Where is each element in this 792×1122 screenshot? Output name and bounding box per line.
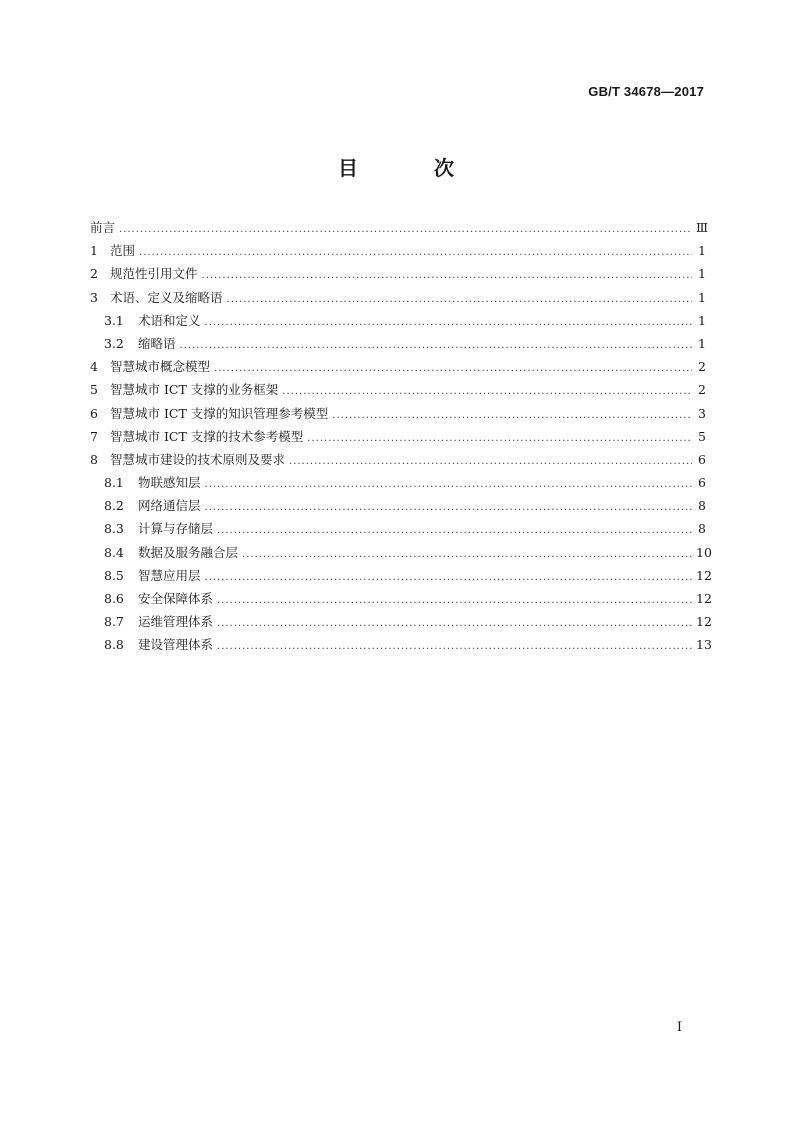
- dot-leader: [205, 502, 692, 513]
- toc-entry-number: 8.3: [104, 521, 124, 537]
- dot-leader: [242, 549, 692, 560]
- toc-entry[interactable]: [90, 241, 706, 264]
- toc-entry-label: 数据及服务融合层: [138, 544, 239, 560]
- toc-entry-number: 3: [90, 289, 98, 305]
- toc-entry[interactable]: [90, 380, 706, 403]
- toc-entry[interactable]: [90, 635, 712, 658]
- toc-entry-number: 3.2: [104, 335, 124, 351]
- toc-entry-page: 13: [696, 637, 712, 653]
- toc-entry-page: 8: [698, 521, 706, 537]
- toc-entry-number: 4: [90, 359, 98, 375]
- toc-entry-label: 规范性引用文件: [110, 266, 198, 282]
- toc-entry-number: 8.5: [104, 567, 124, 583]
- toc-entry[interactable]: [90, 496, 706, 519]
- toc-entry-number: 8.4: [104, 544, 124, 560]
- toc-entry-label: 智慧应用层: [138, 567, 201, 583]
- toc-entry[interactable]: [90, 218, 709, 241]
- dot-leader: [180, 340, 692, 351]
- toc-entry-label: 术语和定义: [138, 312, 201, 328]
- toc-entry-label: 建设管理体系: [138, 637, 214, 653]
- toc-entry-label: 智慧城市建设的技术原则及要求: [110, 451, 286, 467]
- toc-entry-label: 智慧城市 ICT 支撑的业务框架: [110, 382, 279, 398]
- toc-entry-page: 12: [696, 614, 712, 630]
- toc-entry-page: 10: [696, 544, 712, 560]
- toc-entry-number: 8.2: [104, 498, 124, 514]
- toc-entry-number: 8.7: [104, 614, 124, 630]
- dot-leader: [217, 525, 692, 536]
- toc-entry-label: 智慧城市概念模型: [110, 359, 211, 375]
- dot-leader: [289, 456, 692, 467]
- toc-entry[interactable]: [90, 334, 706, 357]
- toc-entry[interactable]: [90, 404, 706, 427]
- dot-leader: [217, 641, 692, 652]
- toc-entry[interactable]: [90, 589, 712, 612]
- dot-leader: [202, 270, 692, 281]
- toc-entry-number: 7: [90, 428, 98, 444]
- toc-entry[interactable]: [90, 311, 706, 334]
- toc-entry-label: 网络通信层: [138, 498, 201, 514]
- toc-entry[interactable]: [90, 519, 706, 542]
- toc-entry-label: 前言: [90, 220, 116, 235]
- toc-entry-label: 范围: [110, 243, 136, 259]
- toc-entry-label: 缩略语: [138, 335, 176, 351]
- toc-entry-page: 3: [698, 405, 706, 421]
- toc-entry-page: 12: [696, 591, 712, 606]
- toc-entry-number: 8.6: [104, 591, 124, 606]
- toc-entry-number: 8: [90, 451, 98, 467]
- page-title: 目 次: [338, 156, 482, 180]
- toc-entry-page: 1: [698, 266, 706, 282]
- toc-entry-number: 8.8: [104, 637, 124, 653]
- dot-leader: [227, 294, 692, 305]
- dot-leader: [214, 363, 692, 374]
- toc-entry-label: 物联感知层: [138, 475, 201, 491]
- toc-entry[interactable]: [90, 612, 712, 635]
- toc-entry-page: 12: [696, 567, 712, 583]
- toc-entry-page: 1: [698, 335, 706, 351]
- toc-entry[interactable]: [90, 450, 706, 473]
- toc-entry-label: 智慧城市 ICT 支撑的知识管理参考模型: [110, 405, 329, 421]
- toc-entry-page: Ⅲ: [696, 220, 709, 235]
- toc-entry-page: 1: [698, 289, 706, 305]
- toc-entry[interactable]: [90, 473, 706, 496]
- dot-leader: [139, 247, 692, 258]
- toc-entry-page: 5: [698, 428, 706, 444]
- toc-entry-page: 2: [698, 382, 706, 398]
- dot-leader: [205, 479, 692, 490]
- toc-entry[interactable]: [90, 264, 706, 287]
- dot-leader: [205, 572, 692, 583]
- toc-entry-label: 计算与存储层: [138, 521, 214, 537]
- dot-leader: [205, 317, 692, 328]
- dot-leader: [217, 618, 692, 629]
- dot-leader: [282, 386, 692, 397]
- toc-entry-label: 安全保障体系: [138, 591, 214, 606]
- toc-entry-number: 2: [90, 266, 98, 282]
- table-of-contents: [90, 218, 712, 659]
- toc-entry-number: 1: [90, 243, 98, 259]
- dot-leader: [307, 433, 692, 444]
- toc-entry[interactable]: [90, 427, 706, 450]
- toc-entry[interactable]: [90, 543, 712, 566]
- dot-leader: [217, 595, 692, 606]
- toc-entry-page: 1: [698, 243, 706, 259]
- toc-entry-label: 运维管理体系: [138, 614, 214, 630]
- standard-number: GB/T 34678—2017: [588, 84, 704, 99]
- toc-entry[interactable]: [90, 288, 706, 311]
- dot-leader: [119, 224, 692, 235]
- toc-entry-number: 6: [90, 405, 98, 421]
- toc-entry-label: 智慧城市 ICT 支撑的技术参考模型: [110, 428, 304, 444]
- toc-entry[interactable]: [90, 566, 712, 589]
- toc-entry-number: 8.1: [104, 475, 124, 491]
- toc-entry-page: 1: [698, 312, 706, 328]
- toc-entry-page: 8: [698, 498, 706, 514]
- toc-entry-page: 2: [698, 359, 706, 375]
- toc-entry-page: 6: [698, 475, 706, 491]
- toc-entry-label: 术语、定义及缩略语: [110, 289, 223, 305]
- toc-entry-number: 3.1: [104, 312, 124, 328]
- dot-leader: [332, 410, 692, 421]
- toc-entry[interactable]: [90, 357, 706, 380]
- toc-entry-page: 6: [698, 451, 706, 467]
- page-number: I: [676, 1020, 682, 1035]
- toc-entry-number: 5: [90, 382, 98, 398]
